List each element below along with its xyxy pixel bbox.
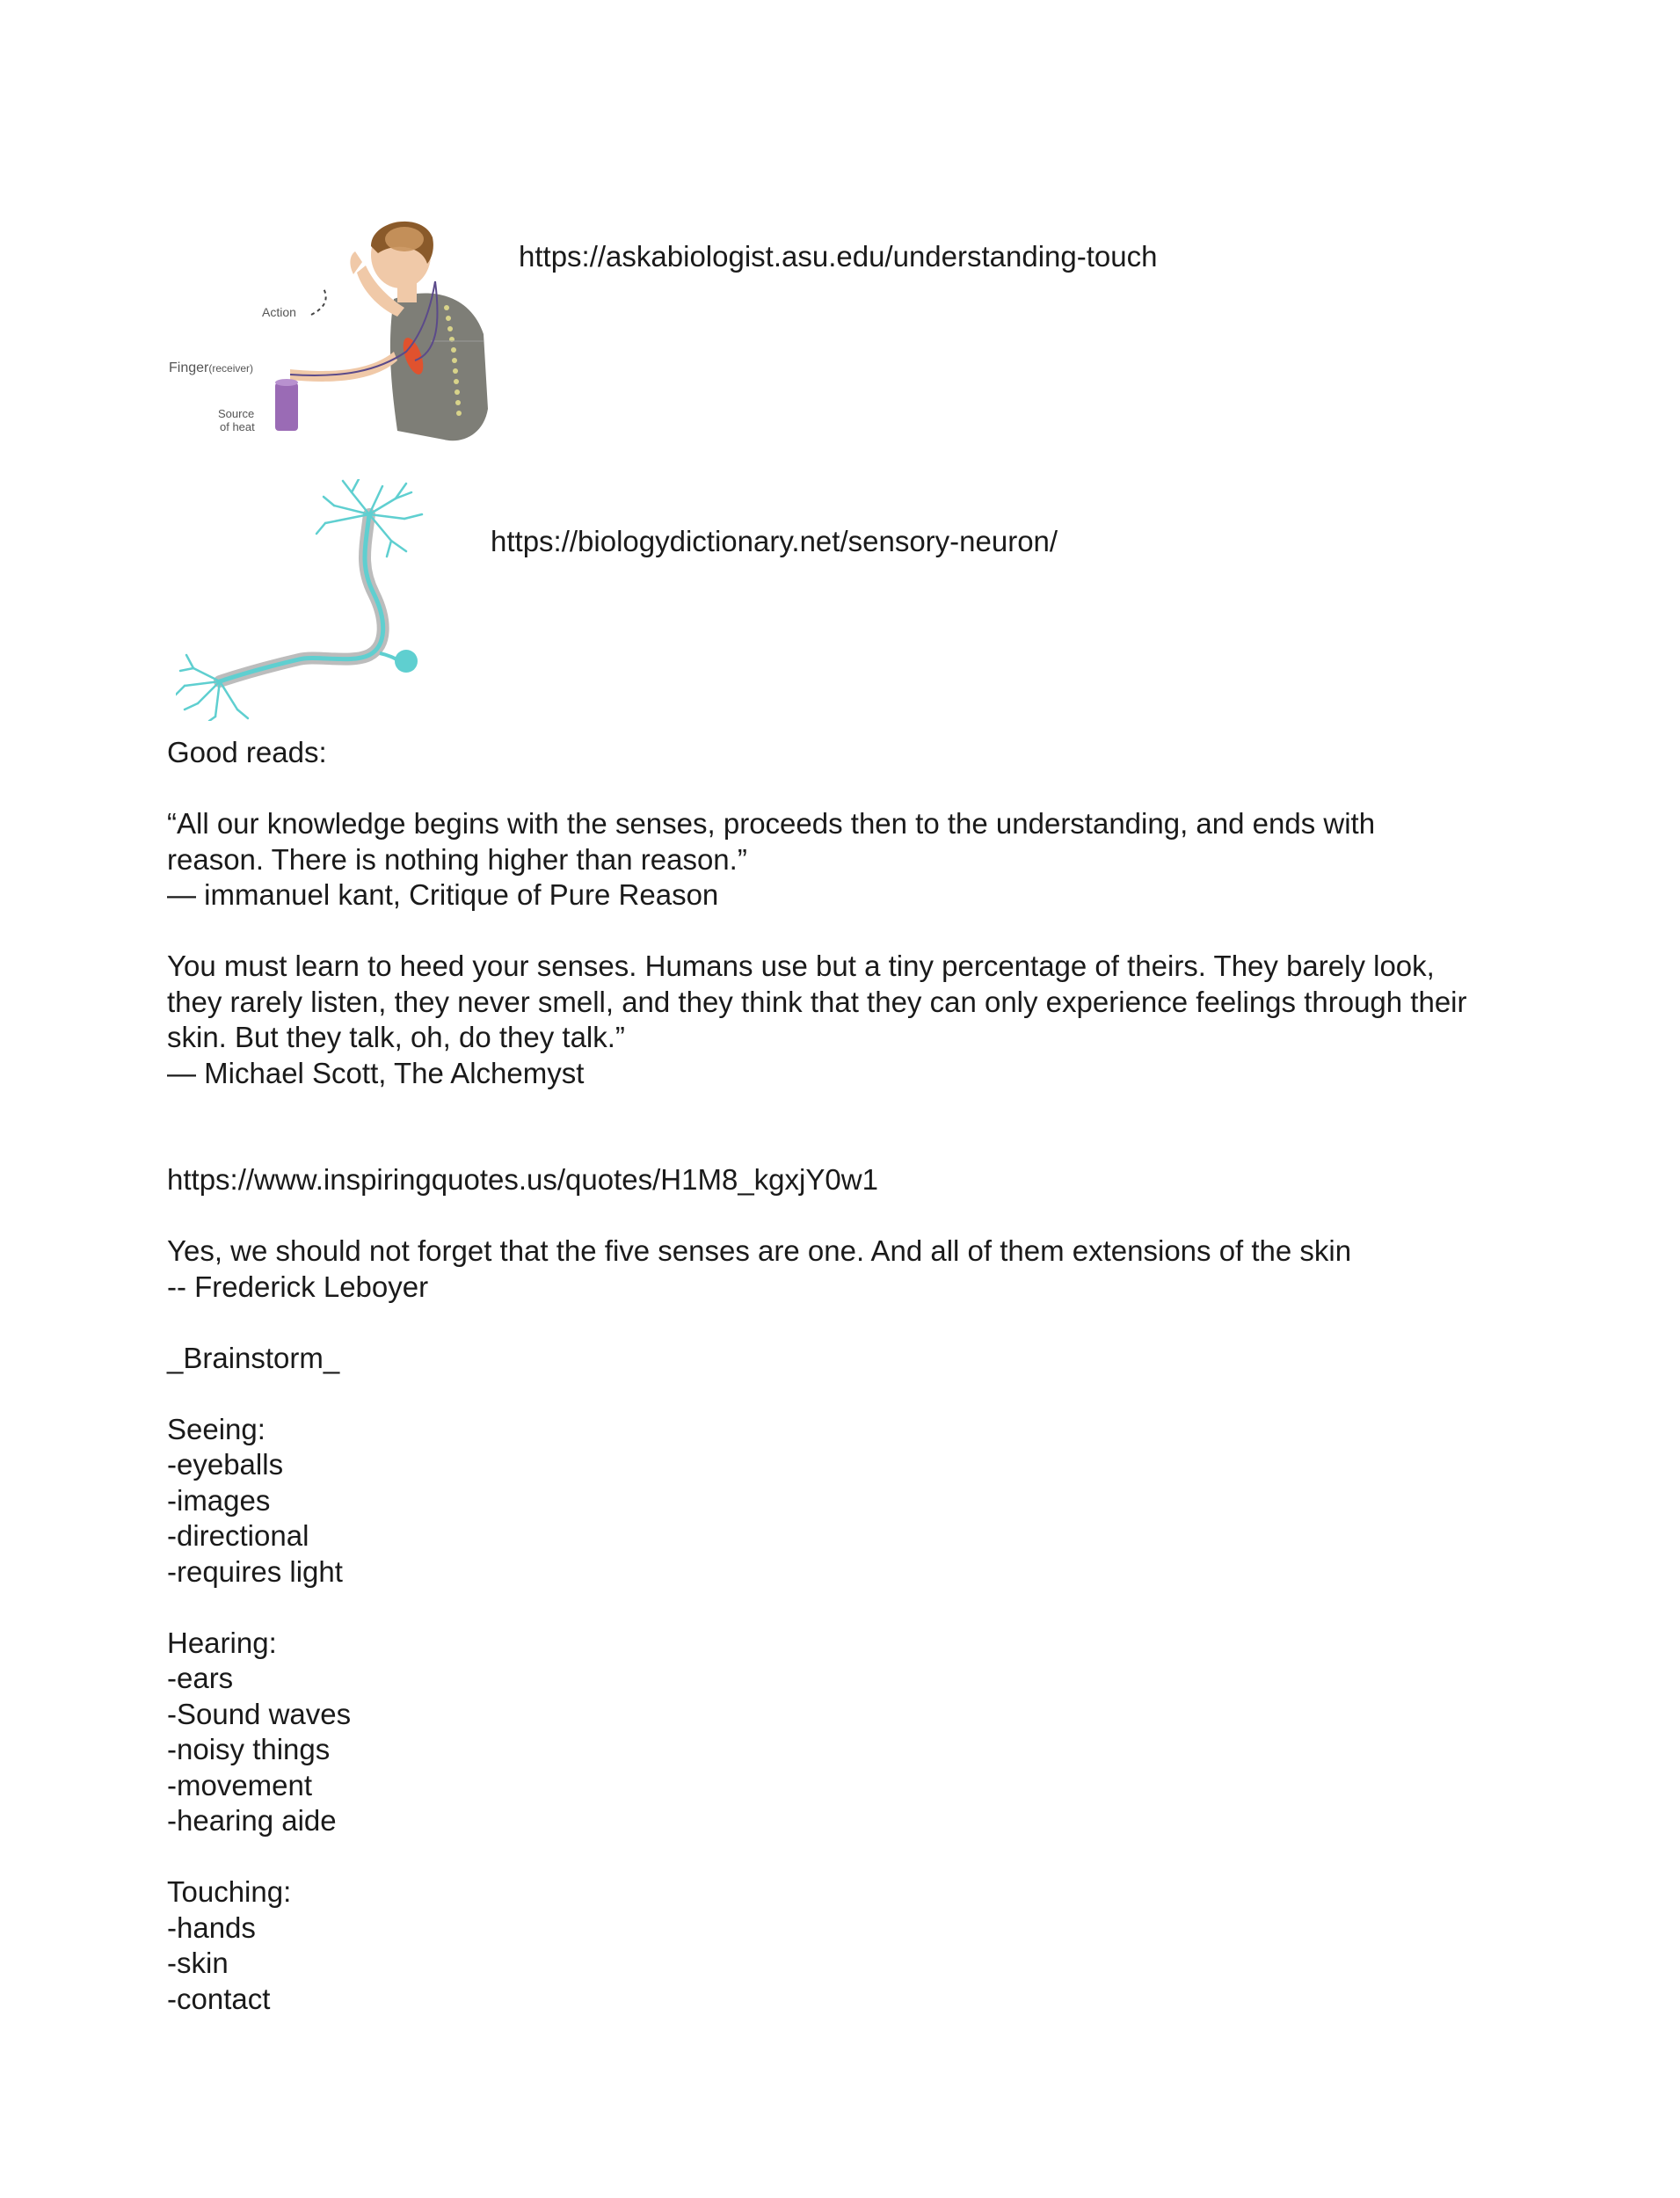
- label-source-2: of heat: [220, 420, 255, 433]
- label-source-1: Source: [218, 407, 255, 420]
- list-item: -eyeballs: [167, 1448, 284, 1481]
- good-reads-heading: Good reads:: [167, 736, 327, 768]
- link-biologydictionary[interactable]: https://biologydictionary.net/sensory-neuron/: [491, 525, 1058, 557]
- list-item: -hands: [167, 1911, 256, 1944]
- sensory-neuron-illustration-icon: [176, 479, 440, 721]
- list-item: -ears: [167, 1662, 234, 1694]
- sense-heading: Hearing:: [167, 1626, 277, 1659]
- quote-kant-line-2: reason. There is nothing higher than reason.”: [167, 842, 747, 876]
- sense-heading: Seeing:: [167, 1412, 265, 1445]
- quote-kant-attribution: — immanuel kant, Critique of Pure Reason: [167, 878, 719, 911]
- link-askabiologist[interactable]: https://askabiologist.asu.edu/understanding-touch: [519, 240, 1158, 273]
- list-item: -hearing aide: [167, 1804, 337, 1837]
- list-item: -movement: [167, 1768, 313, 1801]
- list-item: -requires light: [167, 1554, 343, 1588]
- list-item: -contact: [167, 1982, 271, 2015]
- quote-leboyer-text: Yes, we should not forget that the five senses are one. And all of them extensions of the skin: [167, 1234, 1352, 1267]
- quote-leboyer-attribution: -- Frederick Leboyer: [167, 1270, 429, 1303]
- svg-text:Finger(receiver): [169, 360, 253, 375]
- label-finger-sub: (receiver): [208, 362, 254, 375]
- quote-scott-line-1: You must learn to heed your senses. Humans use but a tiny percentage of theirs. They barely look,: [167, 950, 1435, 982]
- sense-heading: Touching:: [167, 1875, 292, 1908]
- list-item: -images: [167, 1483, 271, 1517]
- list-item: -directional: [167, 1519, 309, 1552]
- quote-scott-attribution: — Michael Scott, The Alchemyst: [167, 1056, 585, 1089]
- quote-kant-line-1: “All our knowledge begins with the senses, proceeds then to the understanding, and ends with: [167, 807, 1376, 840]
- label-action: Action: [262, 305, 296, 319]
- quote-scott-line-3: skin. But they talk, oh, do they talk.”: [167, 1021, 625, 1053]
- link-inspiringquotes[interactable]: https://www.inspiringquotes.us/quotes/H1M8_kgxjY0w1: [167, 1163, 878, 1196]
- list-item: -Sound waves: [167, 1697, 352, 1730]
- sense-touching: [167, 1874, 1538, 2017]
- document-body: [167, 735, 1538, 2017]
- brainstorm-heading: _Brainstorm_: [167, 1341, 340, 1374]
- sense-hearing: [167, 1626, 1538, 1839]
- list-item: -noisy things: [167, 1733, 331, 1765]
- quote-scott-line-2: they rarely listen, they never smell, and they think that they can only experience feelings through their: [167, 985, 1467, 1018]
- sense-seeing: [167, 1412, 1538, 1590]
- touch-reflex-illustration-icon: [167, 211, 492, 453]
- list-item: -skin: [167, 1947, 229, 1979]
- label-finger: Finger: [169, 360, 209, 375]
